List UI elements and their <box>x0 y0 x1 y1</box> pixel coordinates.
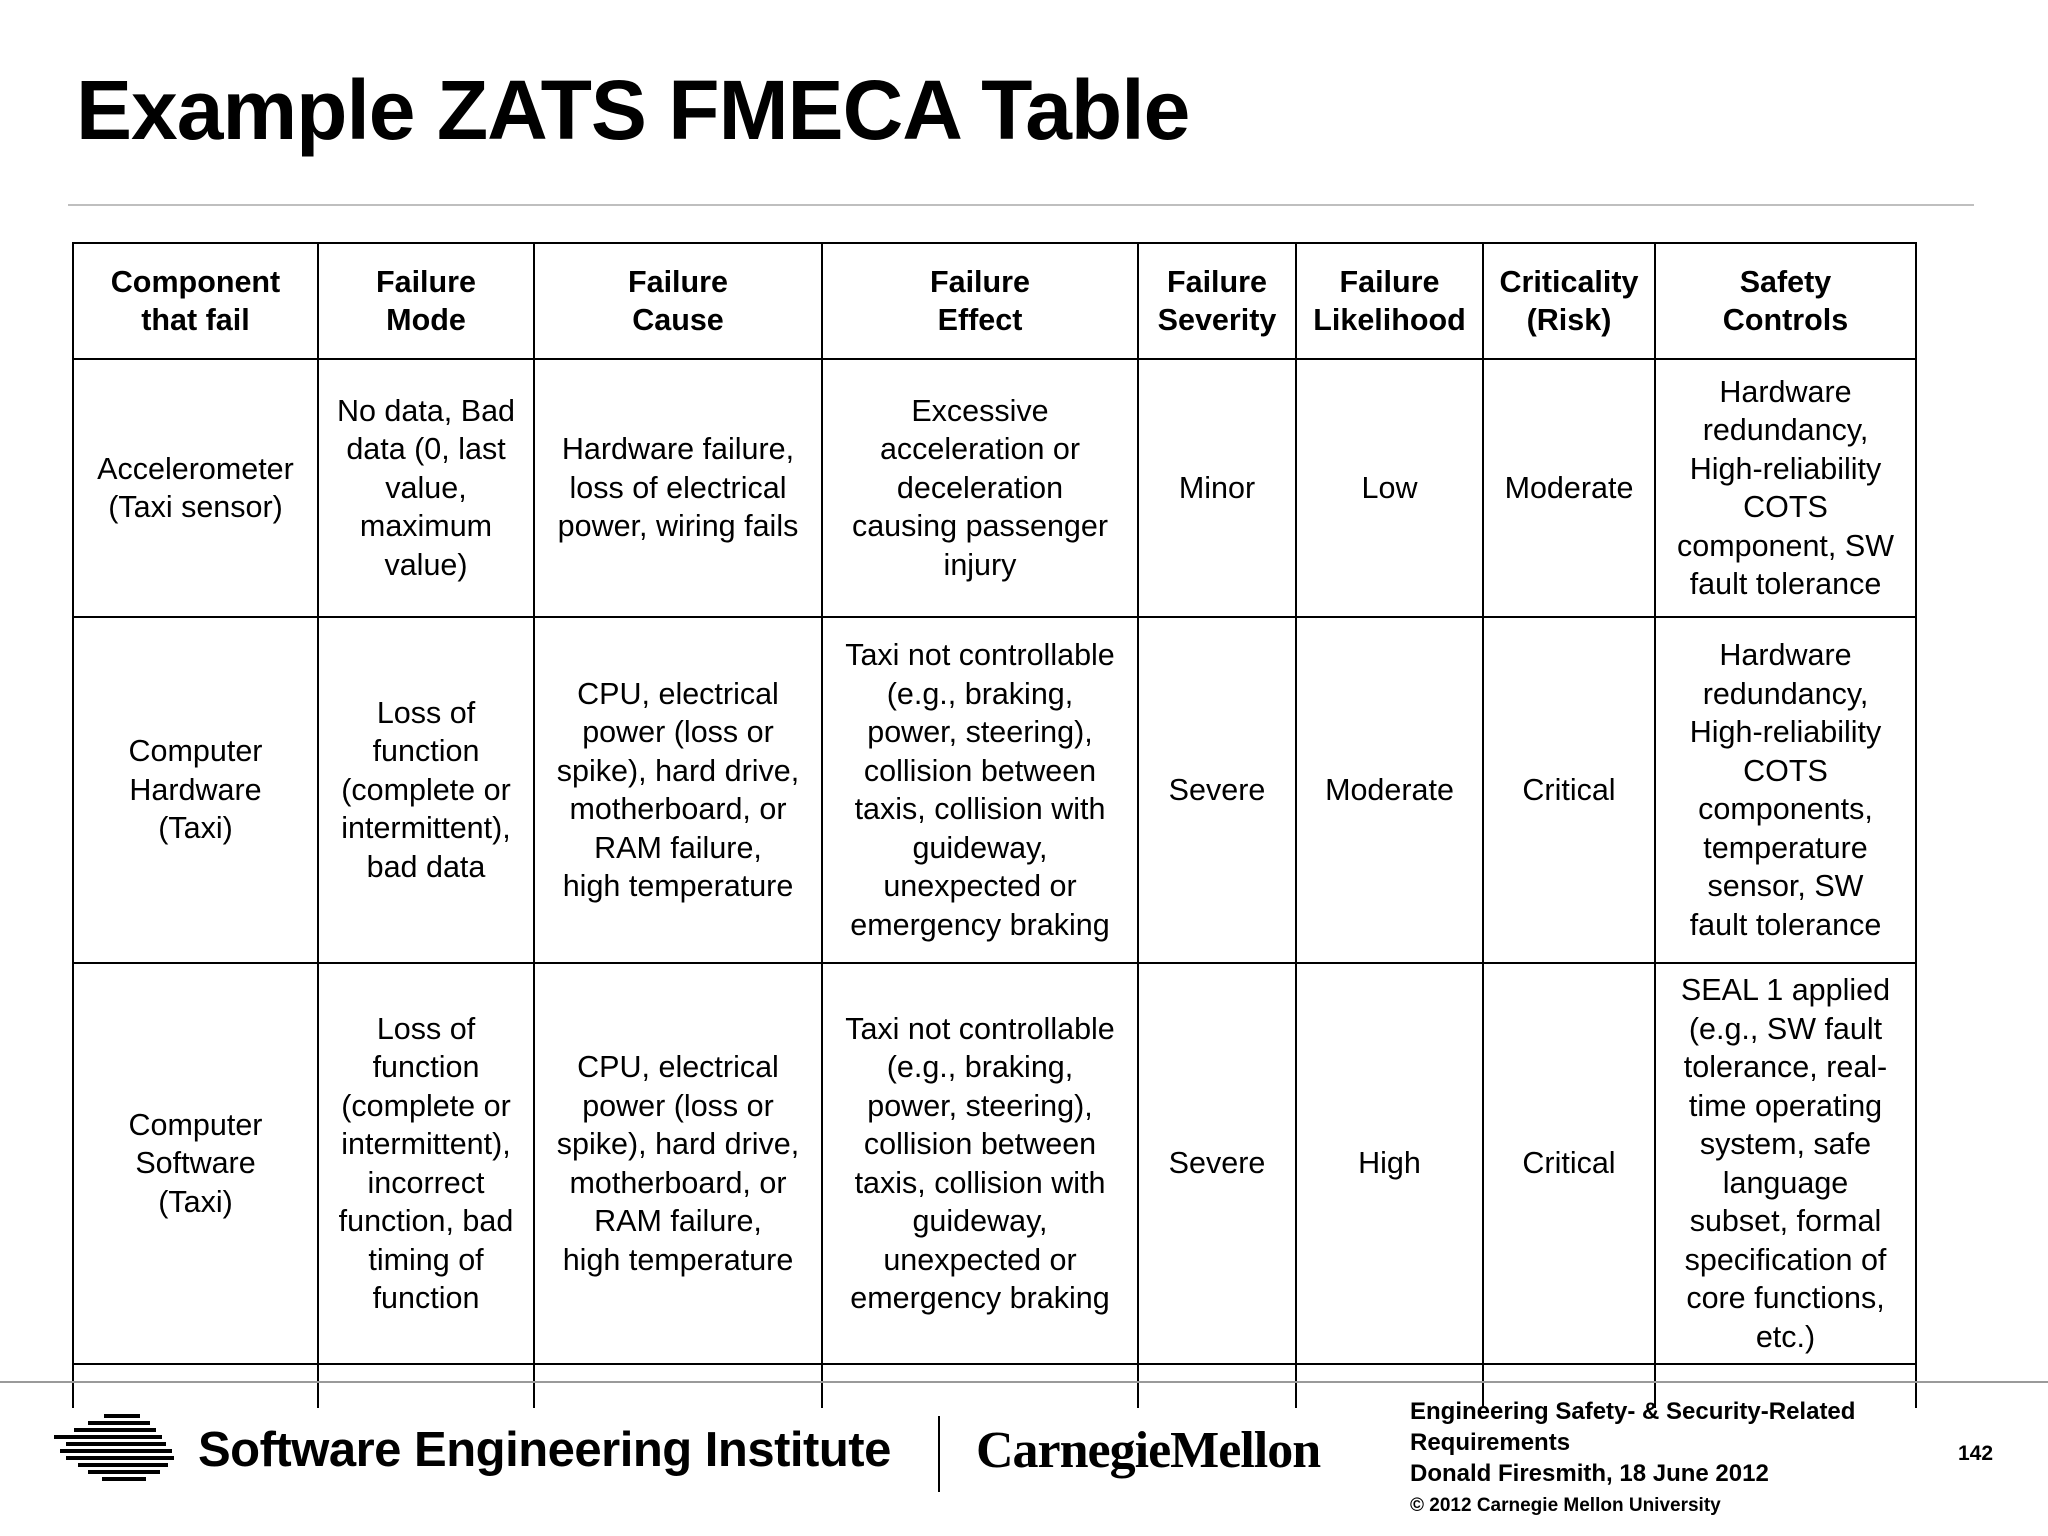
cell-failure-cause: CPU, electrical power (loss or spike), hard drive, motherboard, or RAM failure, high temperature <box>534 963 822 1364</box>
cell-empty <box>1138 1364 1296 1408</box>
cell-failure-likelihood: High <box>1296 963 1483 1364</box>
cell-failure-cause: CPU, electrical power (loss or spike), hard drive, motherboard, or RAM failure, high temperature <box>534 617 822 963</box>
cmu-logo: CarnegieMellon <box>976 1422 1321 1479</box>
copyright: © 2012 Carnegie Mellon University <box>1410 1495 1721 1516</box>
cell-failure-mode: Loss of function (complete or intermittent), incorrect function, bad timing of function <box>318 963 534 1364</box>
table-header-row <box>73 243 1916 359</box>
cell-safety-controls: Hardware redundancy, High-reliability COTS component, SW fault tolerance <box>1655 359 1916 617</box>
cell-failure-likelihood: Moderate <box>1296 617 1483 963</box>
cell-component: Accelerometer (Taxi sensor) <box>73 359 318 617</box>
footer-divider <box>0 1381 2048 1383</box>
cell-failure-severity: Severe <box>1138 617 1296 963</box>
header-failure-cause: Failure Cause <box>534 243 822 359</box>
cell-failure-severity: Severe <box>1138 963 1296 1364</box>
header-failure-effect: Failure Effect <box>822 243 1138 359</box>
cell-criticality: Moderate <box>1483 359 1655 617</box>
sei-logo-icon <box>52 1412 182 1482</box>
cell-failure-effect: Taxi not controllable (e.g., braking, power, steering), collision between taxis, collision with guideway, unexpected or emergency braking <box>822 617 1138 963</box>
cell-failure-mode: Loss of function (complete or intermittent), bad data <box>318 617 534 963</box>
header-failure-likelihood: Failure Likelihood <box>1296 243 1483 359</box>
cell-failure-cause: Hardware failure, loss of electrical power, wiring fails <box>534 359 822 617</box>
table-row <box>73 359 1916 617</box>
cell-failure-effect: Taxi not controllable (e.g., braking, power, steering), collision between taxis, collision with guideway, unexpected or emergency braking <box>822 963 1138 1364</box>
footer-info <box>1410 1396 1930 1489</box>
header-failure-severity: Failure Severity <box>1138 243 1296 359</box>
cell-failure-mode: No data, Bad data (0, last value, maximum value) <box>318 359 534 617</box>
cell-component: Computer Software (Taxi) <box>73 963 318 1364</box>
header-criticality: Criticality (Risk) <box>1483 243 1655 359</box>
footer-course-title: Engineering Safety- & Security-Related <box>1410 1398 1856 1425</box>
footer-author-date: Donald Firesmith, 18 June 2012 <box>1410 1460 1769 1487</box>
page-number: 142 <box>1958 1442 1994 1465</box>
cell-criticality: Critical <box>1483 617 1655 963</box>
table-row <box>73 617 1916 963</box>
cell-failure-effect: Excessive acceleration or deceleration causing passenger injury <box>822 359 1138 617</box>
header-component: Component that fail <box>73 243 318 359</box>
header-failure-mode: Failure Mode <box>318 243 534 359</box>
slide-title: Example ZATS FMECA Table <box>76 63 1190 157</box>
fmeca-table <box>72 242 1917 1408</box>
cell-component: Computer Hardware (Taxi) <box>73 617 318 963</box>
footer-course-title-cont: Requirements <box>1410 1429 1571 1456</box>
cell-failure-likelihood: Low <box>1296 359 1483 617</box>
title-divider <box>68 204 1974 206</box>
sei-name: Software Engineering Institute <box>198 1423 891 1477</box>
logo-divider <box>938 1416 940 1492</box>
header-safety-controls: Safety Controls <box>1655 243 1916 359</box>
cell-safety-controls: Hardware redundancy, High-reliability COTS components, temperature sensor, SW fault tolerance <box>1655 617 1916 963</box>
cell-empty <box>534 1364 822 1408</box>
cell-empty <box>822 1364 1138 1408</box>
cell-safety-controls: SEAL 1 applied (e.g., SW fault tolerance, real- time operating system, safe language subset, formal specification of core functions, etc.) <box>1655 963 1916 1364</box>
cell-criticality: Critical <box>1483 963 1655 1364</box>
table-row <box>73 963 1916 1364</box>
cell-empty <box>318 1364 534 1408</box>
cell-empty <box>73 1364 318 1408</box>
cell-failure-severity: Minor <box>1138 359 1296 617</box>
